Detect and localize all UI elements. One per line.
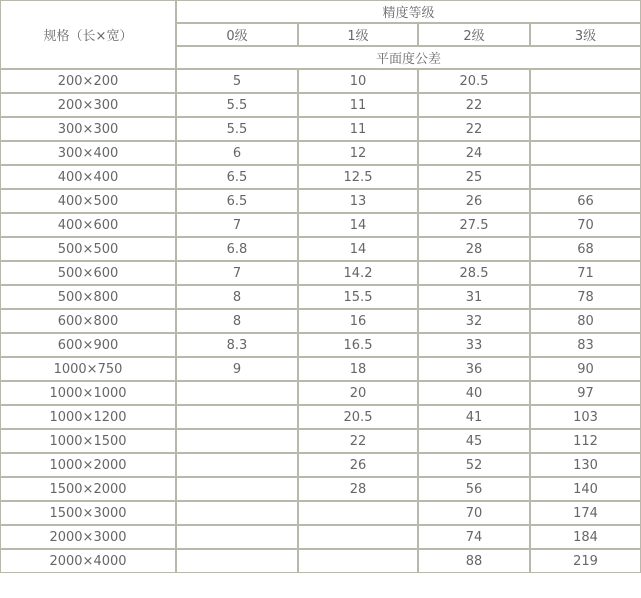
value-cell: 32 (418, 309, 530, 333)
value-cell (530, 93, 641, 117)
table-row (0, 285, 641, 309)
table-row (0, 189, 641, 213)
value-cell (530, 141, 641, 165)
value-cell: 12.5 (298, 165, 418, 189)
value-cell: 7 (176, 261, 298, 285)
spec-cell: 600×900 (0, 333, 176, 357)
spec-cell: 2000×3000 (0, 525, 176, 549)
value-cell: 5.5 (176, 117, 298, 141)
value-cell: 36 (418, 357, 530, 381)
value-cell: 52 (418, 453, 530, 477)
table-body (0, 69, 641, 573)
value-cell: 45 (418, 429, 530, 453)
value-cell (176, 477, 298, 501)
value-cell: 9 (176, 357, 298, 381)
table-row (0, 261, 641, 285)
value-cell (176, 501, 298, 525)
table-row (0, 501, 641, 525)
spec-cell: 2000×4000 (0, 549, 176, 573)
value-cell: 20.5 (418, 69, 530, 93)
value-cell: 68 (530, 237, 641, 261)
value-cell (176, 405, 298, 429)
value-cell: 40 (418, 381, 530, 405)
value-cell: 31 (418, 285, 530, 309)
table-row (0, 141, 641, 165)
value-cell: 22 (298, 429, 418, 453)
value-cell: 18 (298, 357, 418, 381)
value-cell: 174 (530, 501, 641, 525)
value-cell (530, 69, 641, 93)
value-cell: 16.5 (298, 333, 418, 357)
value-cell (298, 549, 418, 573)
value-cell (176, 429, 298, 453)
spec-cell: 1000×1200 (0, 405, 176, 429)
spec-cell: 400×600 (0, 213, 176, 237)
value-cell: 219 (530, 549, 641, 573)
value-cell (176, 525, 298, 549)
value-cell: 13 (298, 189, 418, 213)
table-row (0, 213, 641, 237)
value-cell: 12 (298, 141, 418, 165)
table-row (0, 405, 641, 429)
value-cell: 97 (530, 381, 641, 405)
value-cell: 11 (298, 93, 418, 117)
value-cell (298, 525, 418, 549)
value-cell: 28.5 (418, 261, 530, 285)
value-cell: 22 (418, 117, 530, 141)
spec-cell: 1500×3000 (0, 501, 176, 525)
value-cell: 16 (298, 309, 418, 333)
table-row (0, 69, 641, 93)
value-cell (530, 165, 641, 189)
value-cell: 6.5 (176, 189, 298, 213)
value-cell (176, 381, 298, 405)
value-cell: 8 (176, 285, 298, 309)
grade-3-header-cell: 3级 (530, 23, 641, 46)
value-cell: 14.2 (298, 261, 418, 285)
spec-cell: 400×500 (0, 189, 176, 213)
spec-cell: 200×300 (0, 93, 176, 117)
value-cell: 70 (530, 213, 641, 237)
value-cell: 130 (530, 453, 641, 477)
value-cell: 28 (298, 477, 418, 501)
value-cell: 26 (418, 189, 530, 213)
value-cell: 5.5 (176, 93, 298, 117)
value-cell (176, 453, 298, 477)
table-header (0, 0, 641, 69)
value-cell: 24 (418, 141, 530, 165)
spec-cell: 300×300 (0, 117, 176, 141)
table-row (0, 381, 641, 405)
grade-2-header-cell: 2级 (418, 23, 530, 46)
value-cell: 184 (530, 525, 641, 549)
value-cell: 25 (418, 165, 530, 189)
grade-0-header-cell: 0级 (176, 23, 298, 46)
table-row (0, 165, 641, 189)
spec-cell: 300×400 (0, 141, 176, 165)
value-cell: 112 (530, 429, 641, 453)
table-row (0, 333, 641, 357)
spec-cell: 500×500 (0, 237, 176, 261)
spec-cell: 500×600 (0, 261, 176, 285)
table-row (0, 93, 641, 117)
table-row (0, 117, 641, 141)
spec-cell: 600×800 (0, 309, 176, 333)
table-row (0, 357, 641, 381)
table-row (0, 525, 641, 549)
value-cell: 20.5 (298, 405, 418, 429)
table-row (0, 477, 641, 501)
value-cell: 20 (298, 381, 418, 405)
spec-cell: 400×400 (0, 165, 176, 189)
value-cell: 140 (530, 477, 641, 501)
spec-header-cell: 规格（长×宽） (0, 0, 176, 69)
value-cell: 27.5 (418, 213, 530, 237)
tolerance-header-cell: 平面度公差 (176, 46, 641, 69)
value-cell: 11 (298, 117, 418, 141)
value-cell: 26 (298, 453, 418, 477)
value-cell: 28 (418, 237, 530, 261)
spec-cell: 1000×750 (0, 357, 176, 381)
value-cell: 41 (418, 405, 530, 429)
spec-cell: 1000×2000 (0, 453, 176, 477)
value-cell: 5 (176, 69, 298, 93)
value-cell (530, 117, 641, 141)
value-cell: 14 (298, 213, 418, 237)
value-cell: 71 (530, 261, 641, 285)
value-cell: 33 (418, 333, 530, 357)
value-cell: 74 (418, 525, 530, 549)
value-cell: 66 (530, 189, 641, 213)
spec-cell: 1000×1500 (0, 429, 176, 453)
value-cell: 6.8 (176, 237, 298, 261)
table-row (0, 549, 641, 573)
value-cell: 6 (176, 141, 298, 165)
value-cell: 90 (530, 357, 641, 381)
grade-1-header-cell: 1级 (298, 23, 418, 46)
spec-cell: 200×200 (0, 69, 176, 93)
value-cell: 56 (418, 477, 530, 501)
value-cell: 8 (176, 309, 298, 333)
value-cell: 7 (176, 213, 298, 237)
table-row (0, 237, 641, 261)
table-row (0, 309, 641, 333)
precision-header-cell: 精度等级 (176, 0, 641, 23)
spec-cell: 1000×1000 (0, 381, 176, 405)
value-cell: 78 (530, 285, 641, 309)
value-cell: 70 (418, 501, 530, 525)
value-cell: 80 (530, 309, 641, 333)
value-cell: 103 (530, 405, 641, 429)
table-row (0, 429, 641, 453)
value-cell: 22 (418, 93, 530, 117)
value-cell: 88 (418, 549, 530, 573)
value-cell: 15.5 (298, 285, 418, 309)
spec-cell: 500×800 (0, 285, 176, 309)
value-cell: 83 (530, 333, 641, 357)
value-cell (176, 549, 298, 573)
value-cell: 14 (298, 237, 418, 261)
value-cell: 8.3 (176, 333, 298, 357)
value-cell (298, 501, 418, 525)
table-row (0, 453, 641, 477)
value-cell: 6.5 (176, 165, 298, 189)
header-row-precision (0, 0, 641, 23)
spec-cell: 1500×2000 (0, 477, 176, 501)
value-cell: 10 (298, 69, 418, 93)
